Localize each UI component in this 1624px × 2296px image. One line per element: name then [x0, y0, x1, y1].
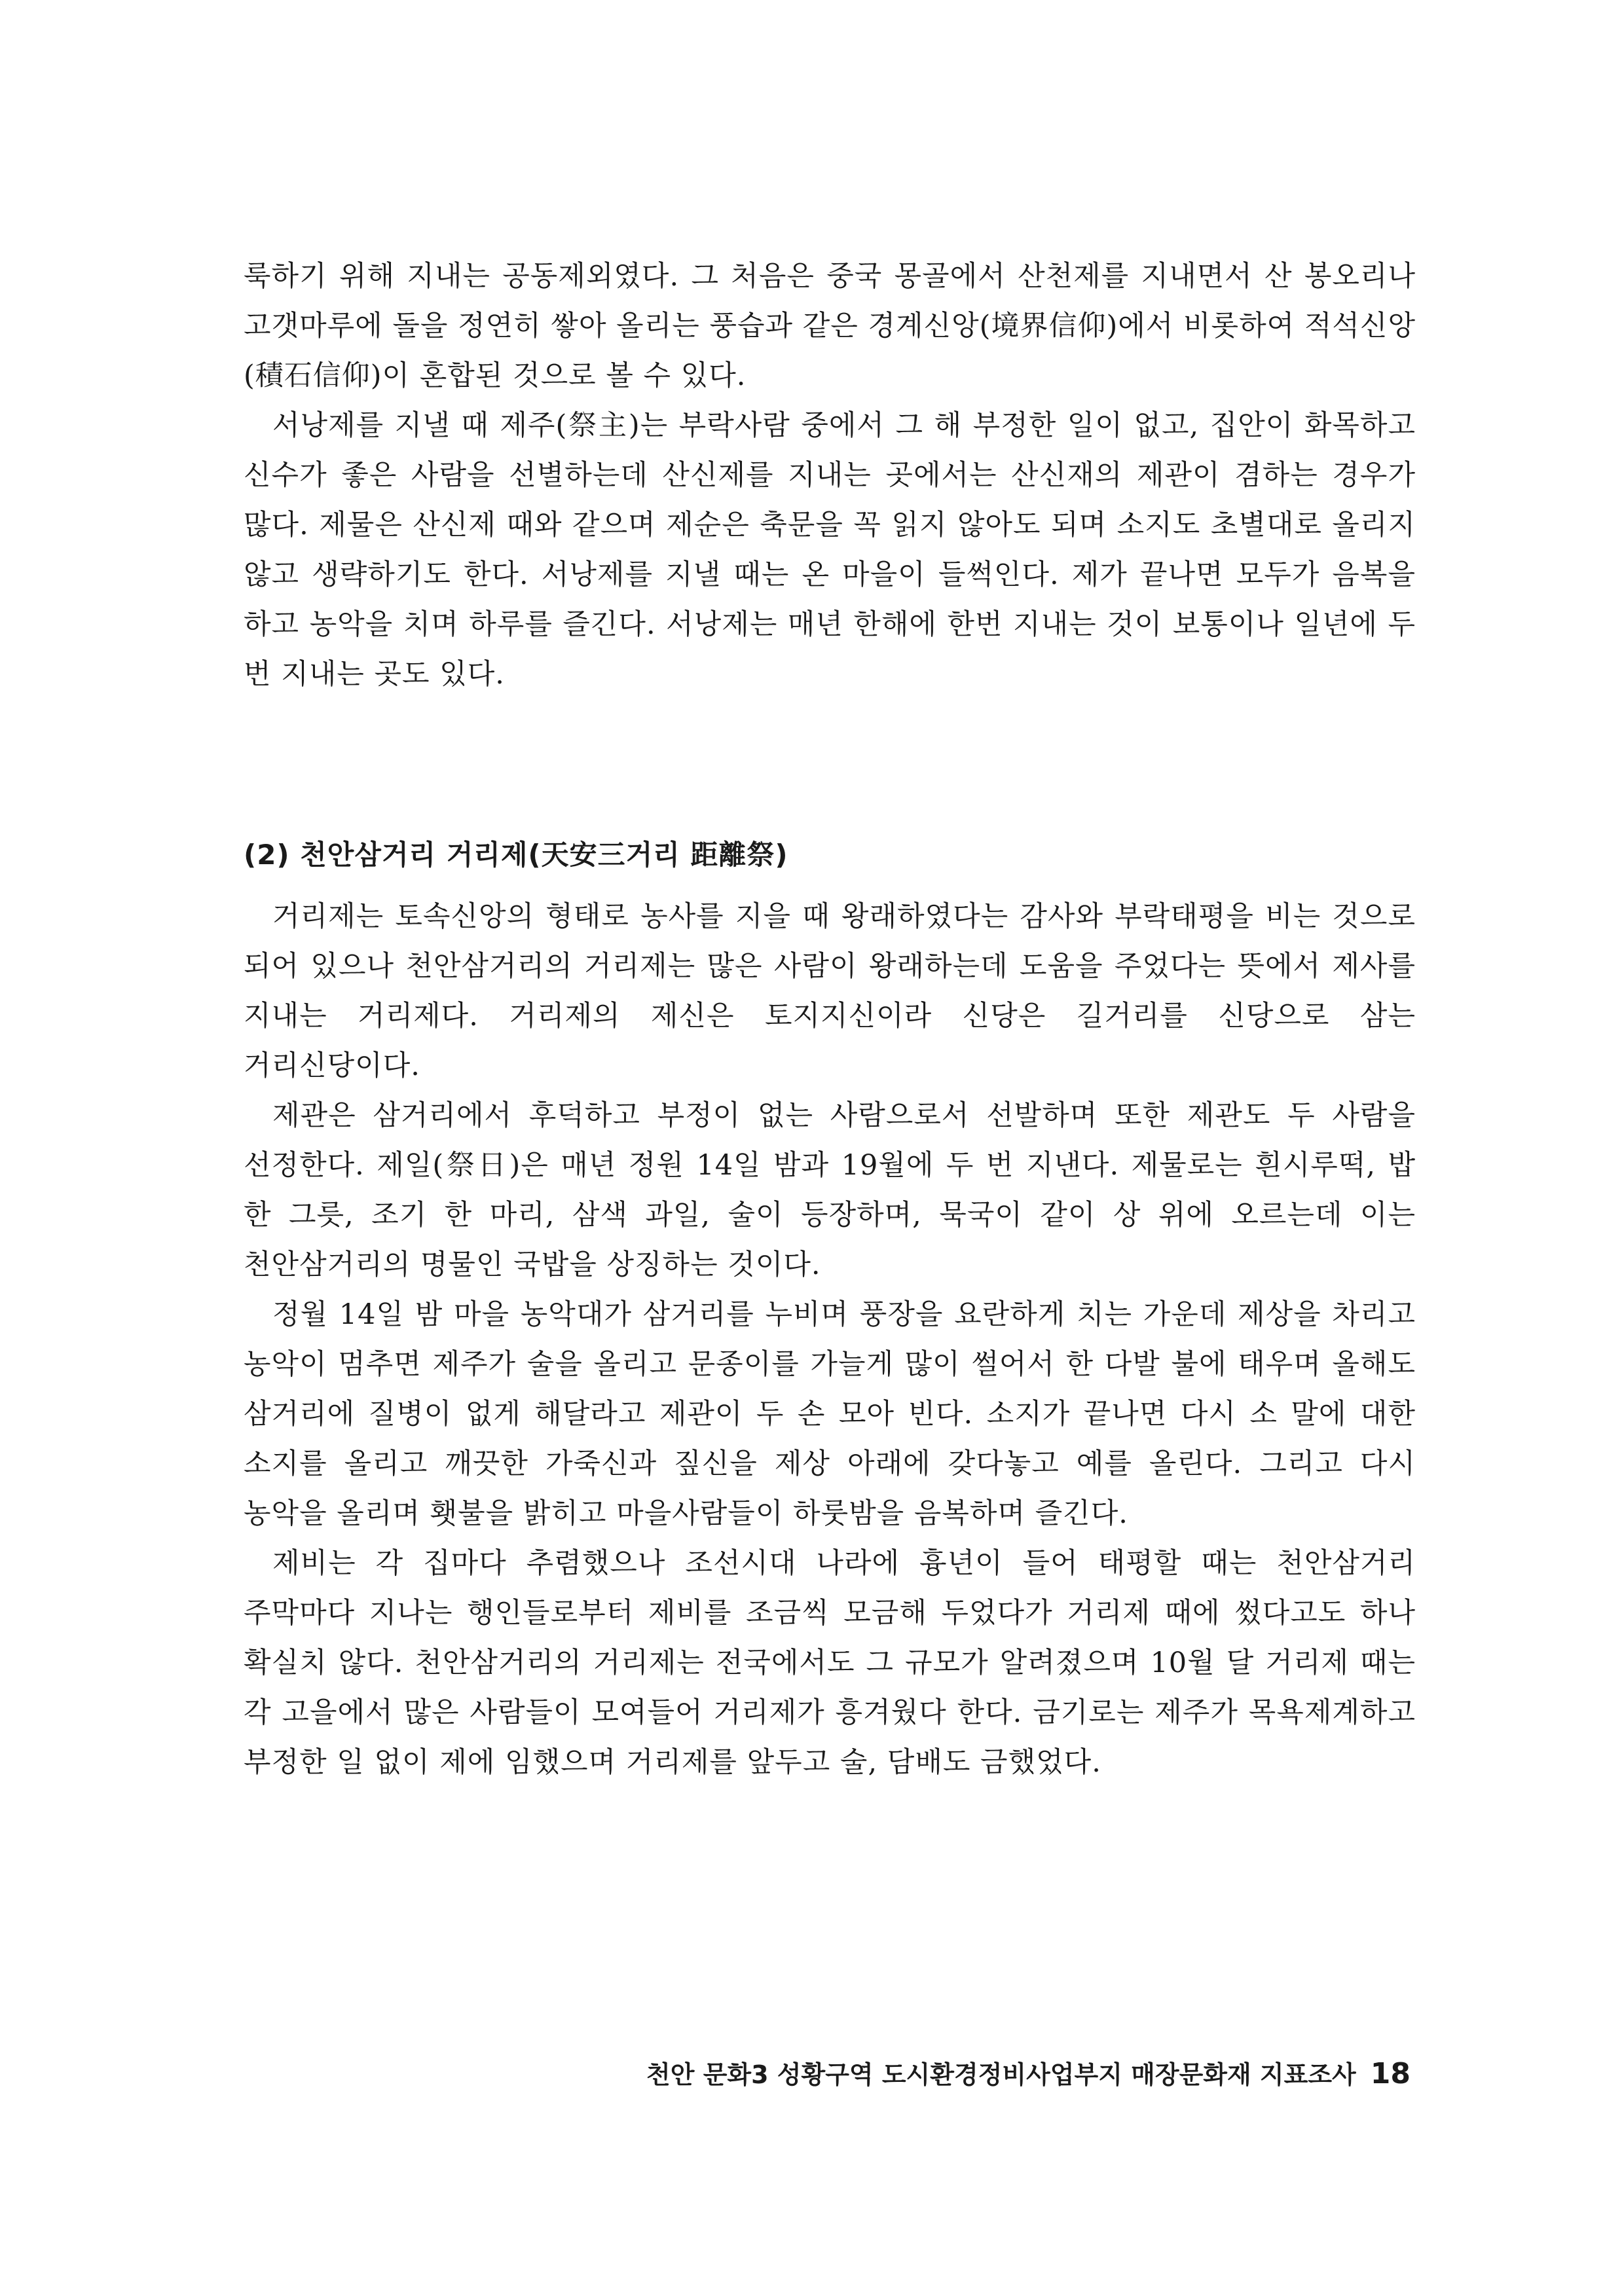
body-paragraph-jebi: 제비는 각 집마다 추렴했으나 조선시대 나라에 흉년이 들어 태평할 때는 천안삼거리 주막마다 지나는 행인들로부터 제비를 조금씩 모금해 두었다가 거리제 때에 썼다고도 하나 확실치 않다. 천안삼거리의 거리제는 전국에서도 그 규모가 알려졌으며 10월 달 거리제 때는 각 고을에서 많은 사람들이 모여들어 거리제가 흥겨웠다 한다. 금기로는 제주가 목욕제계하고 부정한 일 없이 제에 임했으며 거리제를 앞두고 술, 담배도 금했었다. — [244, 1547, 1416, 1779]
page-footer — [646, 2054, 1411, 2094]
body-paragraph-jegwan: 제관은 삼거리에서 후덕하고 부정이 없는 사람으로서 선발하며 또한 제관도 두 사람을 선정한다. 제일(祭日)은 매년 정원 14일 밤과 19월에 두 번 지낸다. 제물로는 흰시루떡, 밥 한 그릇, 조기 한 마리, 삼색 과일, 술이 등장하며, 묵국이 같이 상 위에 오르는데 이는 천안삼거리의 명물인 국밥을 상징하는 것이다. — [244, 1099, 1416, 1281]
page-body — [244, 251, 1416, 1787]
body-paragraph-georije-intro: 거리제는 토속신앙의 형태로 농사를 지을 때 왕래하였다는 감사와 부락태평을 비는 것으로 되어 있으나 천안삼거리의 거리제는 많은 사람이 왕래하는데 도움을 주었다는 뜻에서 제사를 지내는 거리제다. 거리제의 제신은 토지지신이라 신당은 길거리를 신당으로 삼는 거리신당이다. — [244, 900, 1416, 1082]
page-number: 18 — [1370, 2057, 1411, 2090]
section-heading: (2) 천안삼거리 거리제(天安三거리 距離祭) — [244, 839, 788, 871]
section-spacer — [244, 699, 1416, 830]
body-paragraph-ritual: 정월 14일 밤 마을 농악대가 삼거리를 누비며 풍장을 요란하게 치는 가운데 제상을 차리고 농악이 멈추면 제주가 술을 올리고 문종이를 가늘게 많이 썰어서 한 다발 불에 태우며 올해도 삼거리에 질병이 없게 해달라고 제관이 두 손 모아 빈다. 소지가 끝나면 다시 소 말에 대한 소지를 올리고 깨끗한 가죽신과 짚신을 제상 아래에 갖다놓고 예를 올린다. 그리고 다시 농악을 올리며 횃불을 밝히고 마을사람들이 하룻밤을 음복하며 즐긴다. — [244, 1298, 1416, 1530]
body-paragraph-seonangje: 서낭제를 지낼 때 제주(祭主)는 부락사람 중에서 그 해 부정한 일이 없고, 집안이 화목하고 신수가 좋은 사람을 선별하는데 산신제를 지내는 곳에서는 산신재의 제관이 겸하는 경우가 많다. 제물은 산신제 때와 같으며 제순은 축문을 꼭 읽지 않아도 되며 소지도 초별대로 올리지 않고 생략하기도 한다. 서낭제를 지낼 때는 온 마을이 들썩인다. 제가 끝나면 모두가 음복을 하고 농악을 치며 하루를 즐긴다. 서낭제는 매년 한해에 한번 지내는 것이 보통이나 일년에 두 번 지내는 곳도 있다. — [244, 409, 1416, 691]
body-paragraph-continued: 룩하기 위해 지내는 공동제외였다. 그 처음은 중국 몽골에서 산천제를 지내면서 산 봉오리나 고갯마루에 돌을 정연히 쌓아 올리는 풍습과 같은 경계신앙(境界信仰)에서 비롯하여 적석신앙(積石信仰)이 혼합된 것으로 볼 수 있다. — [244, 260, 1416, 392]
footer-title: 천안 문화3 성황구역 도시환경정비사업부지 매장문화재 지표조사 — [646, 2060, 1356, 2089]
